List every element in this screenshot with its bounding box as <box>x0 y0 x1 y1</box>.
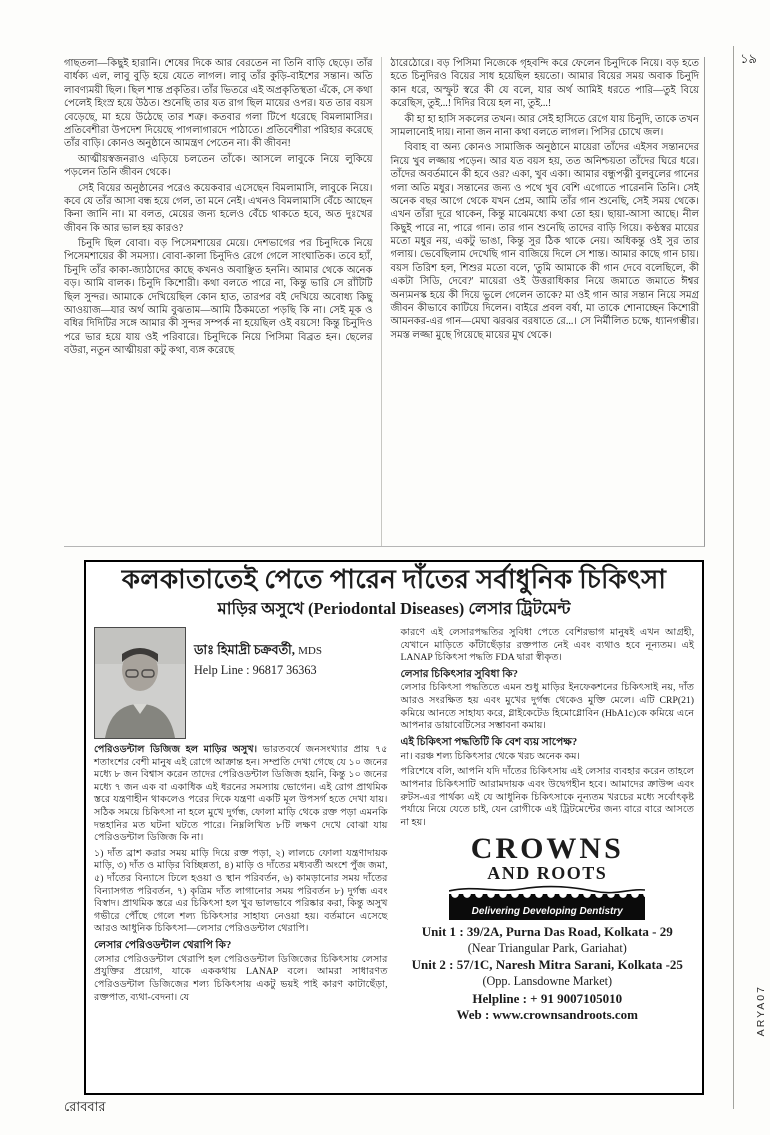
article-paragraph: আত্মীয়স্বজনরাও এড়িয়ে চলতেন তাঁকে। আসলে লাবুকে নিয়ে লুকিয়ে পড়লেন তিনি জীবন থেকে। <box>64 153 373 179</box>
clinic-website: Web : www.crownsandroots.com <box>456 1007 639 1023</box>
footer-day-label: রোববার <box>64 1099 106 1114</box>
ad-paragraph: লেসার পেরিওডন্টাল থেরাপি হল পেরিওডন্টাল ডিজিজের চিকিৎসায় লেসার প্রযুক্তির প্রয়োগ, যাকে এককথায় LANAP বলে। আমরা সাধারণত পেরিওডন্টাল ডিজিজের শল্য চিকিৎসায় একটু ভয়ই পাই কারণ কাটাছেঁড়া, রক্তপাত, ব্যথা-বেদনা। যে <box>94 953 388 1003</box>
ad-symptoms-list: ১) দাঁত ব্রাশ করার সময় মাড়ি দিয়ে রক্ত পড়া, ২) লালচে ফোলা যন্ত্রণাদায়ক মাড়ি, ৩) দাঁত ও মাড়ির বিচ্ছিন্নতা, ৪) মাড়ি ও দাঁতের মধ্যবর্তী অংশে পুঁজ জমা, ৫) দাঁতের বিন্যাসে ঢিলে হওয়া ও স্থান পরিবর্তন, ৬) কামড়ানোর সময় দাঁতের বিন্যাসগত পরিবর্তন, ৭) কৃত্রিম দাঁত লাগানোর সময় পরিবর্তন ৮) দুর্গন্ধ এবং বিস্বাদ। প্রাথমিক স্তরে এর চিকিৎসা হল খুব ভালভাবে পরিষ্কার করা, কিন্তু অসুখ গভীরে পৌঁছে গেলে শল্য চিকিৎসার সাহায্য নেওয়া হয়। বর্তমানে এসেছে আরও আধুনিক চিকিৎসা—লেসার পেরিওডন্টাল থেরাপি। <box>94 847 388 935</box>
article-paragraph: ঠারেঠোরে। বড় পিসিমা নিজেকে গৃহবন্দি করে ফেলেন চিনুদিকে নিয়ে। বড় হতে হতে চিনুদিরও বিয়ের সাধ হয়েছিল হয়তো। আমার বিয়ের সময় অবাক চিনুদি কান ধরে, অস্ফুট স্বরে কী যে বলে, যার অর্থ আমিই ধরতে পারি—তুই বিয়ে করেছিস, তুই...! দিদির বিয়ে হল না, তুই...! <box>390 58 699 110</box>
edge-code: ARYA07 <box>755 985 767 1037</box>
logo-text-crowns: CROWNS <box>470 832 624 866</box>
ad-column-right <box>401 627 695 1024</box>
wave-decoration-icon <box>449 884 645 894</box>
page-number: ১৯ <box>740 51 757 66</box>
article-paragraph: কী হা হা হাসি সকলের তখন। আর সেই হাসিতে রেগে যায় চিনুদি, তাকে তখন সামলানোই দায়। নানা জন নানা কথা বলতে লাগল। পিসির চোখে জল। <box>390 113 699 138</box>
logo-text-and-roots: AND ROOTS <box>487 863 608 884</box>
ad-column-left <box>94 627 388 1024</box>
ad-headline: কলকাতাতেই পেতে পারেন দাঁতের সর্বাধুনিক চিকিৎসা <box>121 565 667 594</box>
article-body <box>64 57 705 547</box>
ad-section-heading: এই চিকিৎসা পদ্ধতিটি কি বেশ ব্যয় সাপেক্ষ? <box>400 736 578 748</box>
unit2-landmark: (Opp. Lansdowne Market) <box>482 974 613 989</box>
ad-subheadline: মাড়ির অসুখে (Periodontal Diseases) লেসার ট্রিটমেন্ট <box>217 598 571 618</box>
ad-intro-lead: পেরিওডন্টাল ডিজিজ হল মাড়ির অসুখ। <box>94 743 258 755</box>
ad-section-heading: লেসার পেরিওডন্টাল থেরাপি কি? <box>94 940 232 952</box>
doctor-degree: MDS <box>298 644 322 657</box>
unit1-address: Unit 1 : 39/2A, Purna Das Road, Kolkata - 29 <box>421 924 673 940</box>
crowns-roots-logo <box>441 834 653 920</box>
article-paragraph: গাছতলা—কিছুই হারানি। শেষের দিকে আর বেরতেন না তিনি বাড়ি ছেড়ে। তাঁর বার্ধক্য এল, লাবু বুড়ি হয়ে যেতে লাগল। লাবু তাঁর কুড়ি-বাইশের সন্তান। অতি লাবণ্যময়ী ছিল। ছিল শান্ত প্রকৃতির। তাঁর ভিতরে এই অপ্রকৃতিস্থতা এঁকে, সে কথা পেলেই হিংস্র হয়ে উঠত। শুনেছি তার যত রাগ ছিল মায়ের ওপর। যত তার বয়স বেড়েছে, মা হয়ে উঠেছে তার শত্রু। কতবার গলা টিপে ধরেছে বিমলামাসির। প্রতিবেশীরা উপদেশ দিয়েছে পাগলাগারদে পাঠাতে। প্রতিবেশীরা পরিহার করেছে তাঁর বাড়ি। কোনও অনুষ্ঠানে আমন্ত্রণ পেতেন না। কী জীবন! <box>64 58 373 150</box>
ad-body <box>94 627 694 1024</box>
page-frame-line <box>733 46 734 1109</box>
article-paragraph: বিবাহ বা অন্য কোনও সামাজিক অনুষ্ঠানে মায়েরা তাঁদের এইসব সন্তানদের নিয়ে খুব লজ্জায় পড়েন। আর যত বয়স হয়, তত অনিশ্চয়তা তাঁদের ঘিরে ধরে। তাঁদের অবর্তমানে কী হবে ওর? একা, খুব একা। আমার বন্ধুপত্নী বুলবুলের গানের গলা অতি মধুর। সন্তানের জন্য ও পথে খুব বেশি এগোতে পারেননি তিনি। সেই অনেক বছর আগে থেকে যখন প্রেম, আমি তাঁর গান শুনেছি, সেই সময় থেকে। এখন তাঁরা দূরে থাকেন, কিন্তু মাঝেমধ্যে কথা তো হয়। ছায়া-আসা আছে। নীল কিছুই পারে না, পারে গান। তার গান শুনেছি তাদের বাড়ি গিয়ে। কণ্ঠস্বর মায়ের মতো মধুর নয়, একটু ভাঙা, কিন্তু সুর ঠিক থাকে নেয়। অধিকন্তু ওই সুর তার গলায়। ভেবেছিলাম দেখেছি গান বাজিয়ে দিলে সে শান্ত। আমার কাছে গান চায়। বয়স তিরিশ হল, শিশুর মতো বলে, 'তুমি আমাকে কী গান দেবে বলেছিলে, কী একটা সিডি, দেবে?' মায়েরা ওই উত্তরাধিকার নিয়ে জমাতে জমাতে ঈশ্বর অন্যমনস্ক হয়ে কী দিয়ে ভুলে গেলেন তাকে? মা ওই গান আর সন্তান নিয়ে সমগ্র জীবন কীভাবে কাটিয়ে দিলেন। বাইরে প্রবল বর্ষা, মা তাকে শোনাচ্ছেন কিশোরী আমনকর-এর গান—মেঘা ঝরঝর বরষাতে রে...। সে নির্মীলিত চক্ষে, ধ্যানগম্ভীর। সমস্ত লজ্জা মুছে গিয়েছে মায়ের মুখ থেকে। <box>390 142 699 341</box>
doctor-name: ডাঃ হিমাদ্রী চক্রবর্তী, MDS <box>194 642 322 657</box>
article-column-right <box>382 57 700 546</box>
unit2-address: Unit 2 : 57/1C, Naresh Mitra Sarani, Kolkata -25 <box>411 957 683 973</box>
clinic-helpline: Helpline : + 91 9007105010 <box>472 990 623 1006</box>
doctor-meta <box>194 627 322 679</box>
article-column-left <box>64 57 381 546</box>
doctor-photo <box>94 627 186 739</box>
doctor-info-block <box>94 627 388 739</box>
ad-section-heading: লেসার চিকিৎসার সুবিধা কি? <box>400 668 518 680</box>
article-paragraph: সেই বিয়ের অনুষ্ঠানের পরেও কয়েকবার এসেছেন বিমলামাসি, লাবুকে নিয়ে। কবে যে তাঁর আসা বন্ধ হয়ে গেল, তা মনে নেই। এখনও বিমলামাসি বেঁচে আছেন কিনা জানি না। মা বলত, মেয়ের জন্য হলেও বেঁচে থাকতে হবে, অত দুঃখের জীবন কি আর ভাল হয় কারও? <box>64 182 373 234</box>
logo-tagline: Delivering Developing Dentistry <box>471 906 623 918</box>
logo-teeth-banner <box>449 894 645 920</box>
dental-advertisement <box>84 560 704 1095</box>
ad-paragraph: পরিশেষে বলি, আপনি যদি দাঁতের চিকিৎসায় এই লেসার ব্যবহার করেন তাহলে আপনার চিকিৎসাটি আরামদায়ক এবং উদ্বেগহীন হবে। আমাদের ক্রাউন্স এবং রুটস-এর পার্থক্য এই যে আধুনিক চিকিৎসাকে নূন্যতম খরচের মধ্যে সর্বোৎকৃষ্ট পর্যায়ে নিয়ে যেতে চাই, যেন রোগীকে এই ট্রিটমেন্টের জন্য বারে বারে আসতে না হয়। <box>400 766 694 828</box>
ad-paragraph: কারণে এই লেসারপদ্ধতির সুবিধা পেতে বেশিরভাগ মানুষই এখন আগ্রহী, যেখানে মাড়িতে কাঁটাছেঁড়ার রক্তপাত নেই এবং ব্যথাও হবে নূন্যতম। এই LANAP চিকিৎসা পদ্ধতি FDA দ্বারা স্বীকৃত। <box>400 626 694 664</box>
clinic-contact-block <box>401 924 695 1024</box>
ad-paragraph: লেসার চিকিৎসা পদ্ধতিতে এমন শুধু মাড়ির ইনফেকশনের চিকিৎসাই নয়, দাঁত আরও সংরক্ষিত হয় এবং মুখের দুর্গন্ধ থেকেও মুক্তি মেলে। এটি CRP(21) কমিয়ে আনতে সাহায্য করে, গ্লাইকেটেড হিমোগ্লোবিন (HbA1c)কে কমিয়ে এনে আপনার ডায়াবেটিসের সম্ভাবনা কমায়। <box>400 682 694 732</box>
unit1-landmark: (Near Triangular Park, Gariahat) <box>467 940 627 955</box>
ad-intro-paragraph: পেরিওডন্টাল ডিজিজ হল মাড়ির অসুখ। ভারতবর্ষে জনসংখ্যার প্রায় ৭৫ শতাংশের বেশী মানুষ এই রোগে আক্রান্ত হন। সম্প্রতি দেখা গেছে যে ১০ জনের মধ্যে ৮ জন বিশ্বাস করেন তাদের পেরিওডন্টাল ডিজিজ হয়নি, কিন্তু ১০ জনের মধ্যে ৭ জন এক বা একাধিক এই ধরনের সমস্যায় ভোগেন। এই রোগ প্রাথমিক স্তরে যন্ত্রণাহীন থাকলেও পরের দিকে যন্ত্রণা একটি মূল উপসর্গ হতে দেখা যায়। সঠিক সময়ে চিকিৎসা না হলে মুখে দুর্গন্ধ, ফোলা মাড়ি থেকে রক্ত পড়া এমনকি দন্তহানির মত ঘটনা ঘটতে পারে। নিম্নলিখিত ৮টি লক্ষণ দেখে বোঝা যায় পেরিওডন্টাল ডিজিজ কি না। <box>94 743 388 844</box>
doctor-helpline: Help Line : 96817 36363 <box>194 663 317 678</box>
ad-paragraph: না। বরঞ্চ শল্য চিকিৎসার থেকে খরচ অনেক কম। <box>400 750 580 762</box>
article-paragraph: চিনুদি ছিল বোবা। বড় পিসেমশায়ের মেয়ে। দেশভাগের পর চিনুদিকে নিয়ে পিসেমশায়ের কী সমস্যা। বোবা-কালা চিনুদিও রেগে গেলে সাংঘাতিক। তবে হ্যাঁ, চিনুদি তাঁর কাকা-জ্যাঠাদের কাছে কখনও অবাঞ্ছিত হননি। আমার থেকে অনেক বড়। আমি বালক। চিনুদি কিশোরী। কথা বলতে পারে না, কিন্তু ভারি সে রাঁটিটি ছিল সুন্দর। আমাকে দেখিয়েছিল কোন হাত, তারপর বই দেখিয়ে অবোধ্য কিছু আওয়াজ—যার অর্থ আমি বুঝতাম—আমি ঠিকমতো পড়ছি কি না। সেই মূক ও বধির দিদিটির সঙ্গে আমার কী সুন্দর সম্পর্ক না হয়েছিল ওই বয়সে! কিন্তু চিনুদিও পরে ভার হয়ে যায় ওই পরিবারে। চিনুদিকে নিয়ে পিসিমা বিব্রত হন। ছেলের বউরা, নতুন আত্মীয়রা কটু কথা, ব্যঙ্গ করেছে <box>64 238 373 357</box>
